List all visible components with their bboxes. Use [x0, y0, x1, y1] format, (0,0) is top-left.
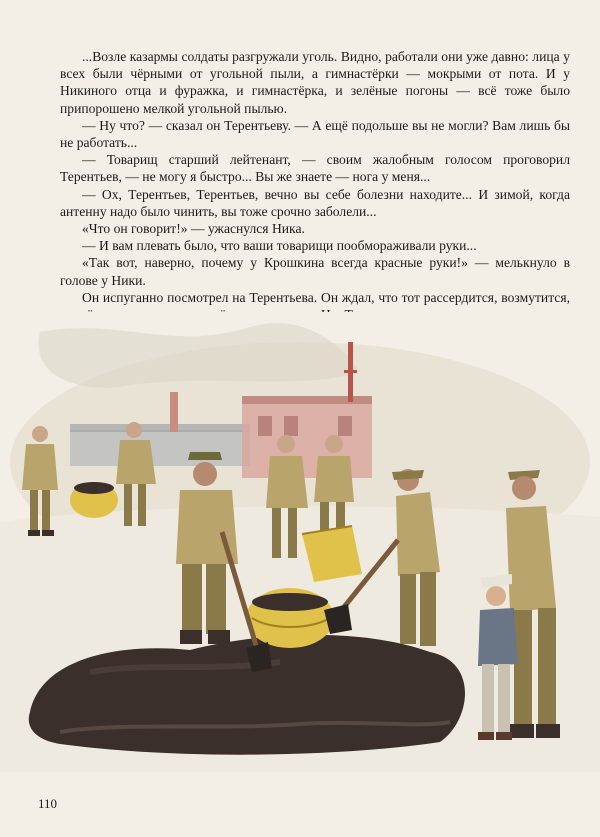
paragraph: ...Возле казармы солдаты разгружали уголь. Видно, работали они уже давно: лица у всех были чёрными от угольной пыли, а гимнастёрки — мокрыми от пота. И у Никиного отца и фуражка, и гимнастёрка, и зелёные погоны — всё тоже было припорошено мелкой угольной пылью. [60, 49, 570, 116]
paragraph: — Ох, Терентьев, Терентьев, вечно вы себе болезни находите... И зимой, когда антенну надо было чинить, вы тоже срочно заболели... [60, 186, 570, 219]
barracks-left [70, 424, 250, 466]
paragraph: — И вам плевать было, что ваши товарищи пообмораживали руки... [82, 238, 477, 254]
paragraph: Он испуганно посмотрел на Терентьева. Он ждал, что тот рассердится, возмутится, [82, 289, 570, 305]
page-number: 110 [38, 796, 58, 811]
paragraph: «Что он говорит!» — ужаснулся Ника. [82, 221, 305, 237]
basket-foreground [246, 588, 334, 648]
paragraph: — Товарищ старший лейтенант, — своим жалобным голосом проговорил Терентьев, — не могу я быстро... Вы же знаете — нога у меня... [60, 152, 570, 185]
illustration-soldiers-unloading-coal [0, 312, 600, 772]
basket-far [70, 482, 118, 518]
story-text [60, 48, 570, 340]
paragraph: «Так вот, наверно, почему у Крошкина всегда красные руки!» — мелькнуло в голове у Ники. [60, 255, 570, 288]
paragraph: — Ну что? — сказал он Терентьеву. — А ещё подольше вы не могли? Вам лишь бы не работать... [60, 117, 570, 151]
